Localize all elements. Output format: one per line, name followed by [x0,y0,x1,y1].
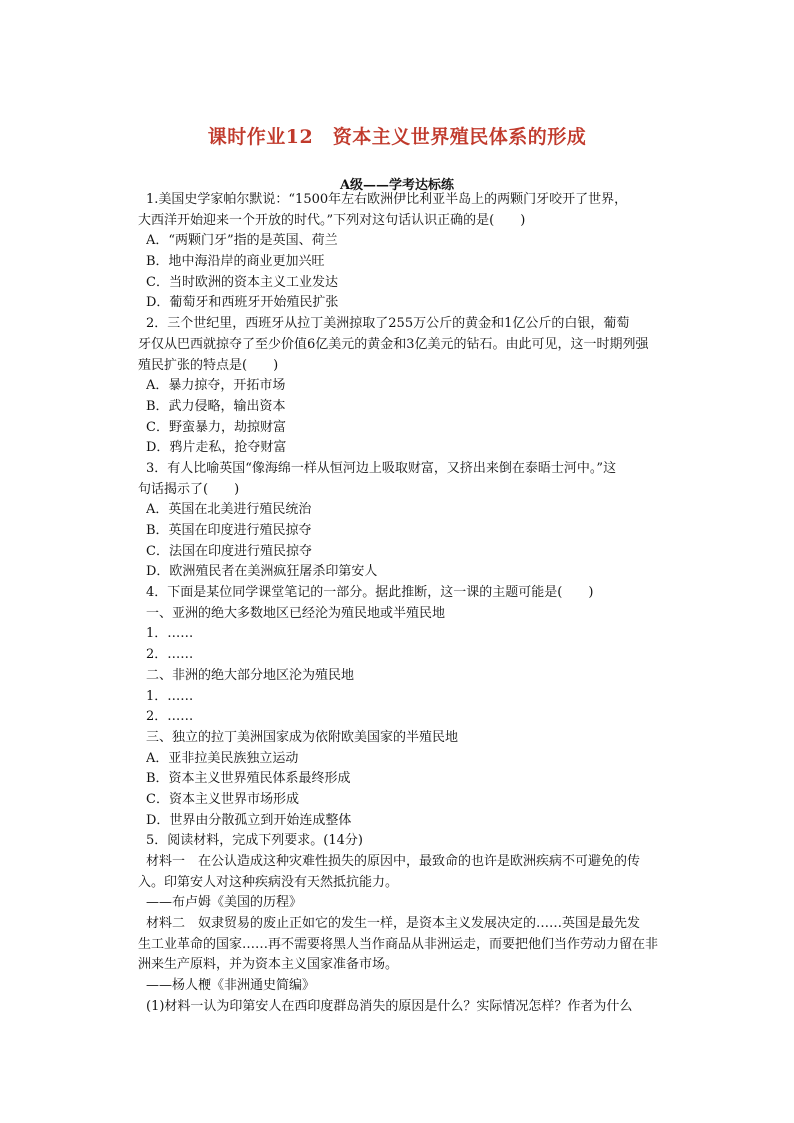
q4-stem: 4．下面是某位同学课堂笔记的一部分。据此推断，这一课的主题可能是( ) [146,585,594,601]
q5-sub-question-1: (1)材料一认为印第安人在西印度群岛消失的原因是什么？实际情况怎样？作者为什么 [146,998,633,1014]
q4-option-c: C．资本主义世界市场形成 [146,791,299,807]
q4-option-d: D．世界由分散孤立到开始连成整体 [146,812,352,828]
q4-note-heading-3: 三、独立的拉丁美洲国家成为依附欧美国家的半殖民地 [146,729,459,745]
material-2-line1: 材料二 奴隶贸易的废止正如它的发生一样，是资本主义发展决定的……英国是最先发 [146,916,641,932]
q4-note-heading-2: 二、非洲的绝大部分地区沦为殖民地 [146,667,355,683]
q1-option-b: B．地中海沿岸的商业更加兴旺 [146,254,325,270]
page-title: 课时作业12 资本主义世界殖民体系的形成 [207,126,587,148]
q1-stem-line1: 1.美国史学家帕尔默说：“1500年左右欧洲伊比利亚半岛上的两颗门牙咬开了世界， [146,192,628,207]
q3-option-a: A．英国在北美进行殖民统治 [146,502,312,518]
material-2-line3: 洲来生产原料，并为资本主义国家准备市场。 [138,957,399,973]
q2-stem-line1: 2．三个世纪里，西班牙从拉丁美洲掠取了255万公斤的黄金和1亿公斤的白银，葡萄 [146,316,630,332]
q4-note-item: 2．…… [146,647,194,663]
material-2-source: ——杨人楩《非洲通史简编》 [146,978,316,994]
section-heading: A级——学考达标练 [339,178,455,193]
q2-option-b: B．武力侵略，输出资本 [146,398,286,414]
material-1-line2: 入。印第安人对这种疾病没有天然抵抗能力。 [138,874,399,890]
q1-option-a: A．“两颗门牙”指的是英国、荷兰 [146,233,338,249]
q1-stem-line2: 大西洋开始迎来一个开放的时代。”下列对这句话认识正确的是( ) [138,212,526,228]
q4-option-b: B．资本主义世界殖民体系最终形成 [146,771,351,787]
q3-option-d: D．欧洲殖民者在美洲疯狂屠杀印第安人 [146,564,378,580]
q3-option-c: C．法国在印度进行殖民掠夺 [146,543,312,559]
q2-stem-line3: 殖民扩张的特点是( ) [138,357,279,373]
q2-stem-line2: 牙仅从巴西就掠夺了至少价值6亿美元的黄金和3亿美元的钻石。由此可见，这一时期列强 [138,336,649,352]
q1-option-c: C．当时欧洲的资本主义工业发达 [146,274,338,290]
q4-note-item: 2．…… [146,709,194,725]
q2-option-a: A．暴力掠夺，开拓市场 [146,378,286,394]
q5-stem: 5．阅读材料，完成下列要求。(14分) [146,833,363,849]
q4-note-item: 1．…… [146,688,194,704]
material-1-line1: 材料一 在公认造成这种灾难性损失的原因中，最致命的也许是欧洲疾病不可避免的传 [146,854,641,869]
question-body [138,190,676,1018]
q3-stem-line1: 3．有人比喻英国“像海绵一样从恒河边上吸取财富，又挤出来倒在泰晤士河中。”这 [146,460,617,476]
q2-option-c: C．野蛮暴力，劫掠财富 [146,419,286,435]
q4-option-a: A．亚非拉美民族独立运动 [146,750,299,766]
q4-note-heading-1: 一、亚洲的绝大多数地区已经沦为殖民地或半殖民地 [146,605,446,621]
q2-option-d: D．鸦片走私，抢夺财富 [146,440,287,456]
material-1-source: ——布卢姆《美国的历程》 [146,895,303,911]
q4-note-item: 1．…… [146,626,194,642]
q3-option-b: B．英国在印度进行殖民掠夺 [146,523,312,538]
q1-option-d: D．葡萄牙和西班牙开始殖民扩张 [146,295,339,311]
material-2-line2: 生工业革命的国家……再不需要将黑人当作商品从非洲运走，而要把他们当作劳动力留在非 [138,936,659,952]
q3-stem-line2: 句话揭示了( ) [138,481,240,497]
